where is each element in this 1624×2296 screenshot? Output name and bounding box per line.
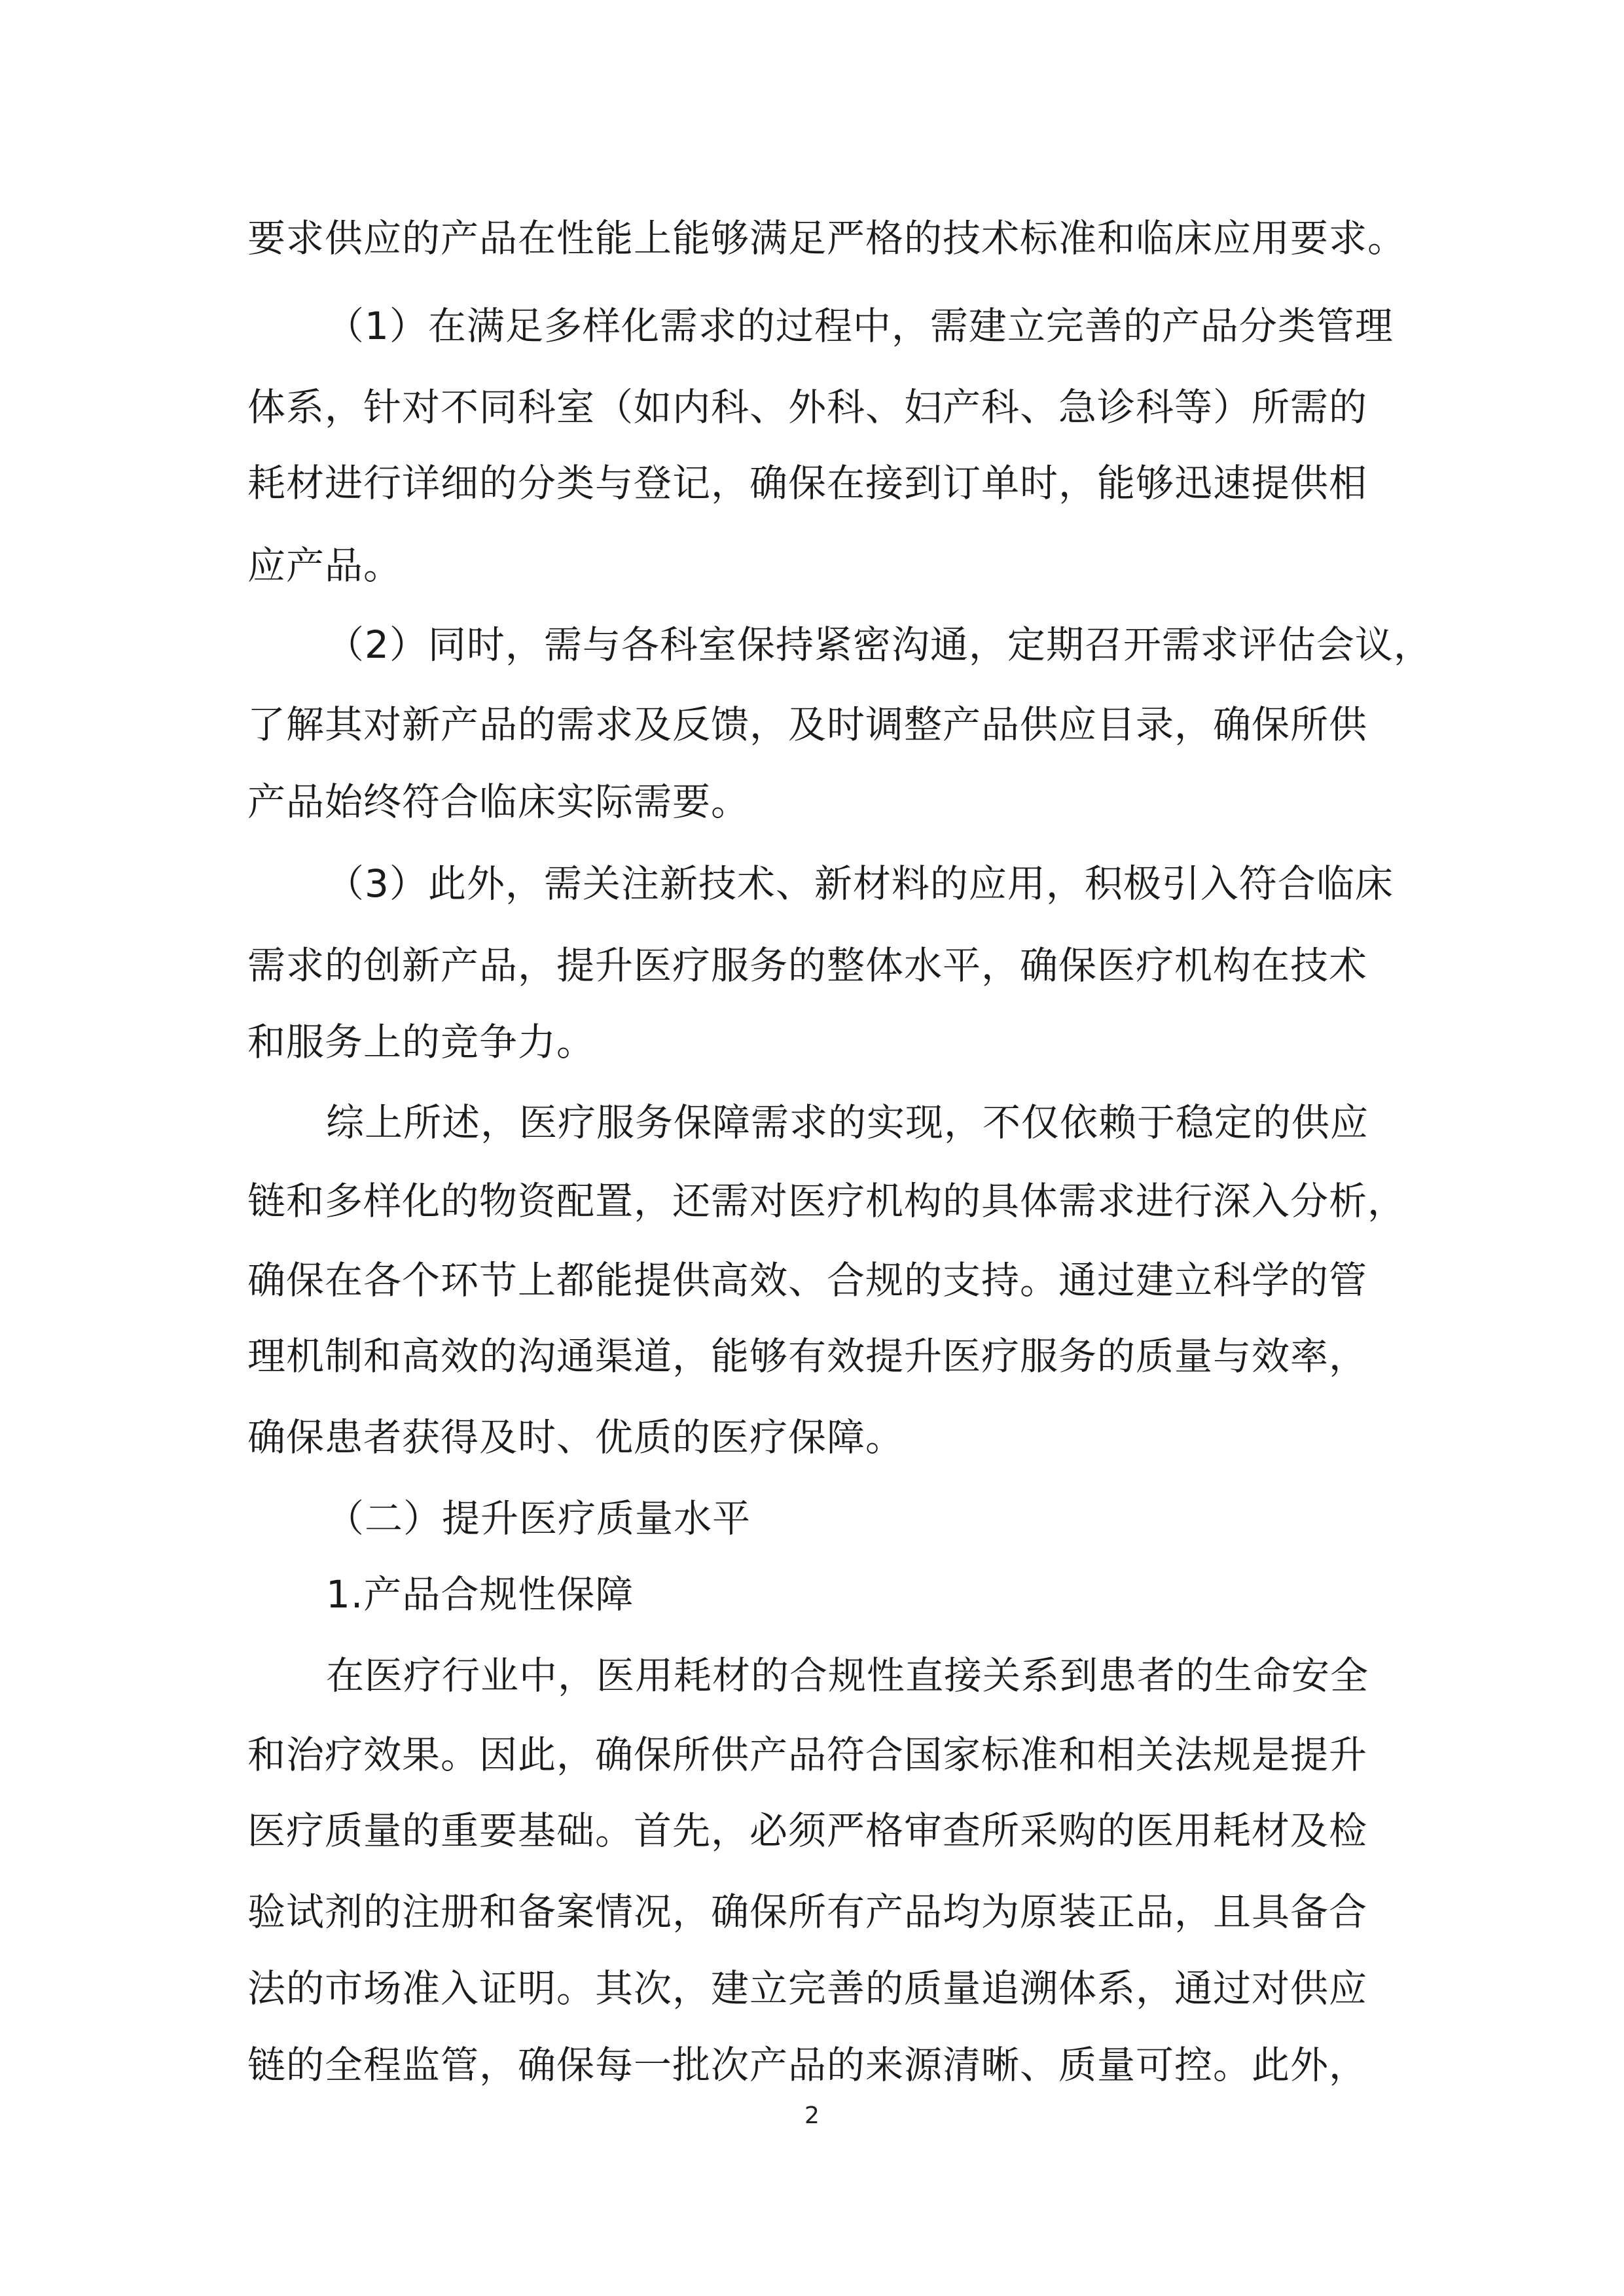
text-line: 法的市场准入证明。其次，建立完善的质量追溯体系，通过对供应 [247,1966,1368,2011]
text-line: 链的全程监管，确保每一批次产品的来源清晰、质量可控。此外， [247,2043,1368,2087]
text-line: （2）同时，需与各科室保持紧密沟通，定期召开需求评估会议， [326,622,1432,667]
text-line: 应产品。 [247,543,403,588]
text-line: 和治疗效果。因此，确保所供产品符合国家标准和相关法规是提升 [247,1732,1368,1777]
text-line: （1）在满足多样化需求的过程中，需建立完善的产品分类管理 [326,304,1394,348]
text-line: 综上所述，医疗服务保障需求的实现，不仅依赖于稳定的供应 [326,1100,1369,1145]
text-line: （3）此外，需关注新技术、新材料的应用，积极引入符合临床 [326,861,1394,906]
text-line: 要求供应的产品在性能上能够满足严格的技术标准和临床应用要求。 [247,216,1407,260]
section-heading: （二）提升医疗质量水平 [326,1496,751,1541]
text-line: 体系，针对不同科室（如内科、外科、妇产科、急诊科等）所需的 [247,385,1368,429]
text-line: 耗材进行详细的分类与登记，确保在接到订单时，能够迅速提供相 [247,461,1368,505]
text-line: 确保患者获得及时、优质的医疗保障。 [247,1415,905,1460]
text-line: 链和多样化的物资配置，还需对医疗机构的具体需求进行深入分析， [247,1179,1407,1223]
text-line: 确保在各个环节上都能提供高效、合规的支持。通过建立科学的管 [247,1258,1368,1302]
text-line: 和服务上的竞争力。 [247,1020,596,1064]
text-line: 验试剂的注册和备案情况，确保所有产品均为原装正品，且具备合 [247,1890,1368,1934]
subsection-heading: 1.产品合规性保障 [326,1572,634,1617]
text-line: 了解其对新产品的需求及反馈，及时调整产品供应目录，确保所供 [247,702,1368,747]
text-line: 理机制和高效的沟通渠道，能够有效提升医疗服务的质量与效率， [247,1334,1368,1378]
text-line: 产品始终符合临床实际需要。 [247,780,750,824]
text-line: 医疗质量的重要基础。首先，必须严格审查所采购的医用耗材及检 [247,1808,1368,1853]
text-line: 需求的创新产品，提升医疗服务的整体水平，确保医疗机构在技术 [247,943,1368,988]
text-line: 在医疗行业中，医用耗材的合规性直接关系到患者的生命安全 [326,1653,1369,1698]
page-number: 2 [804,2102,820,2129]
